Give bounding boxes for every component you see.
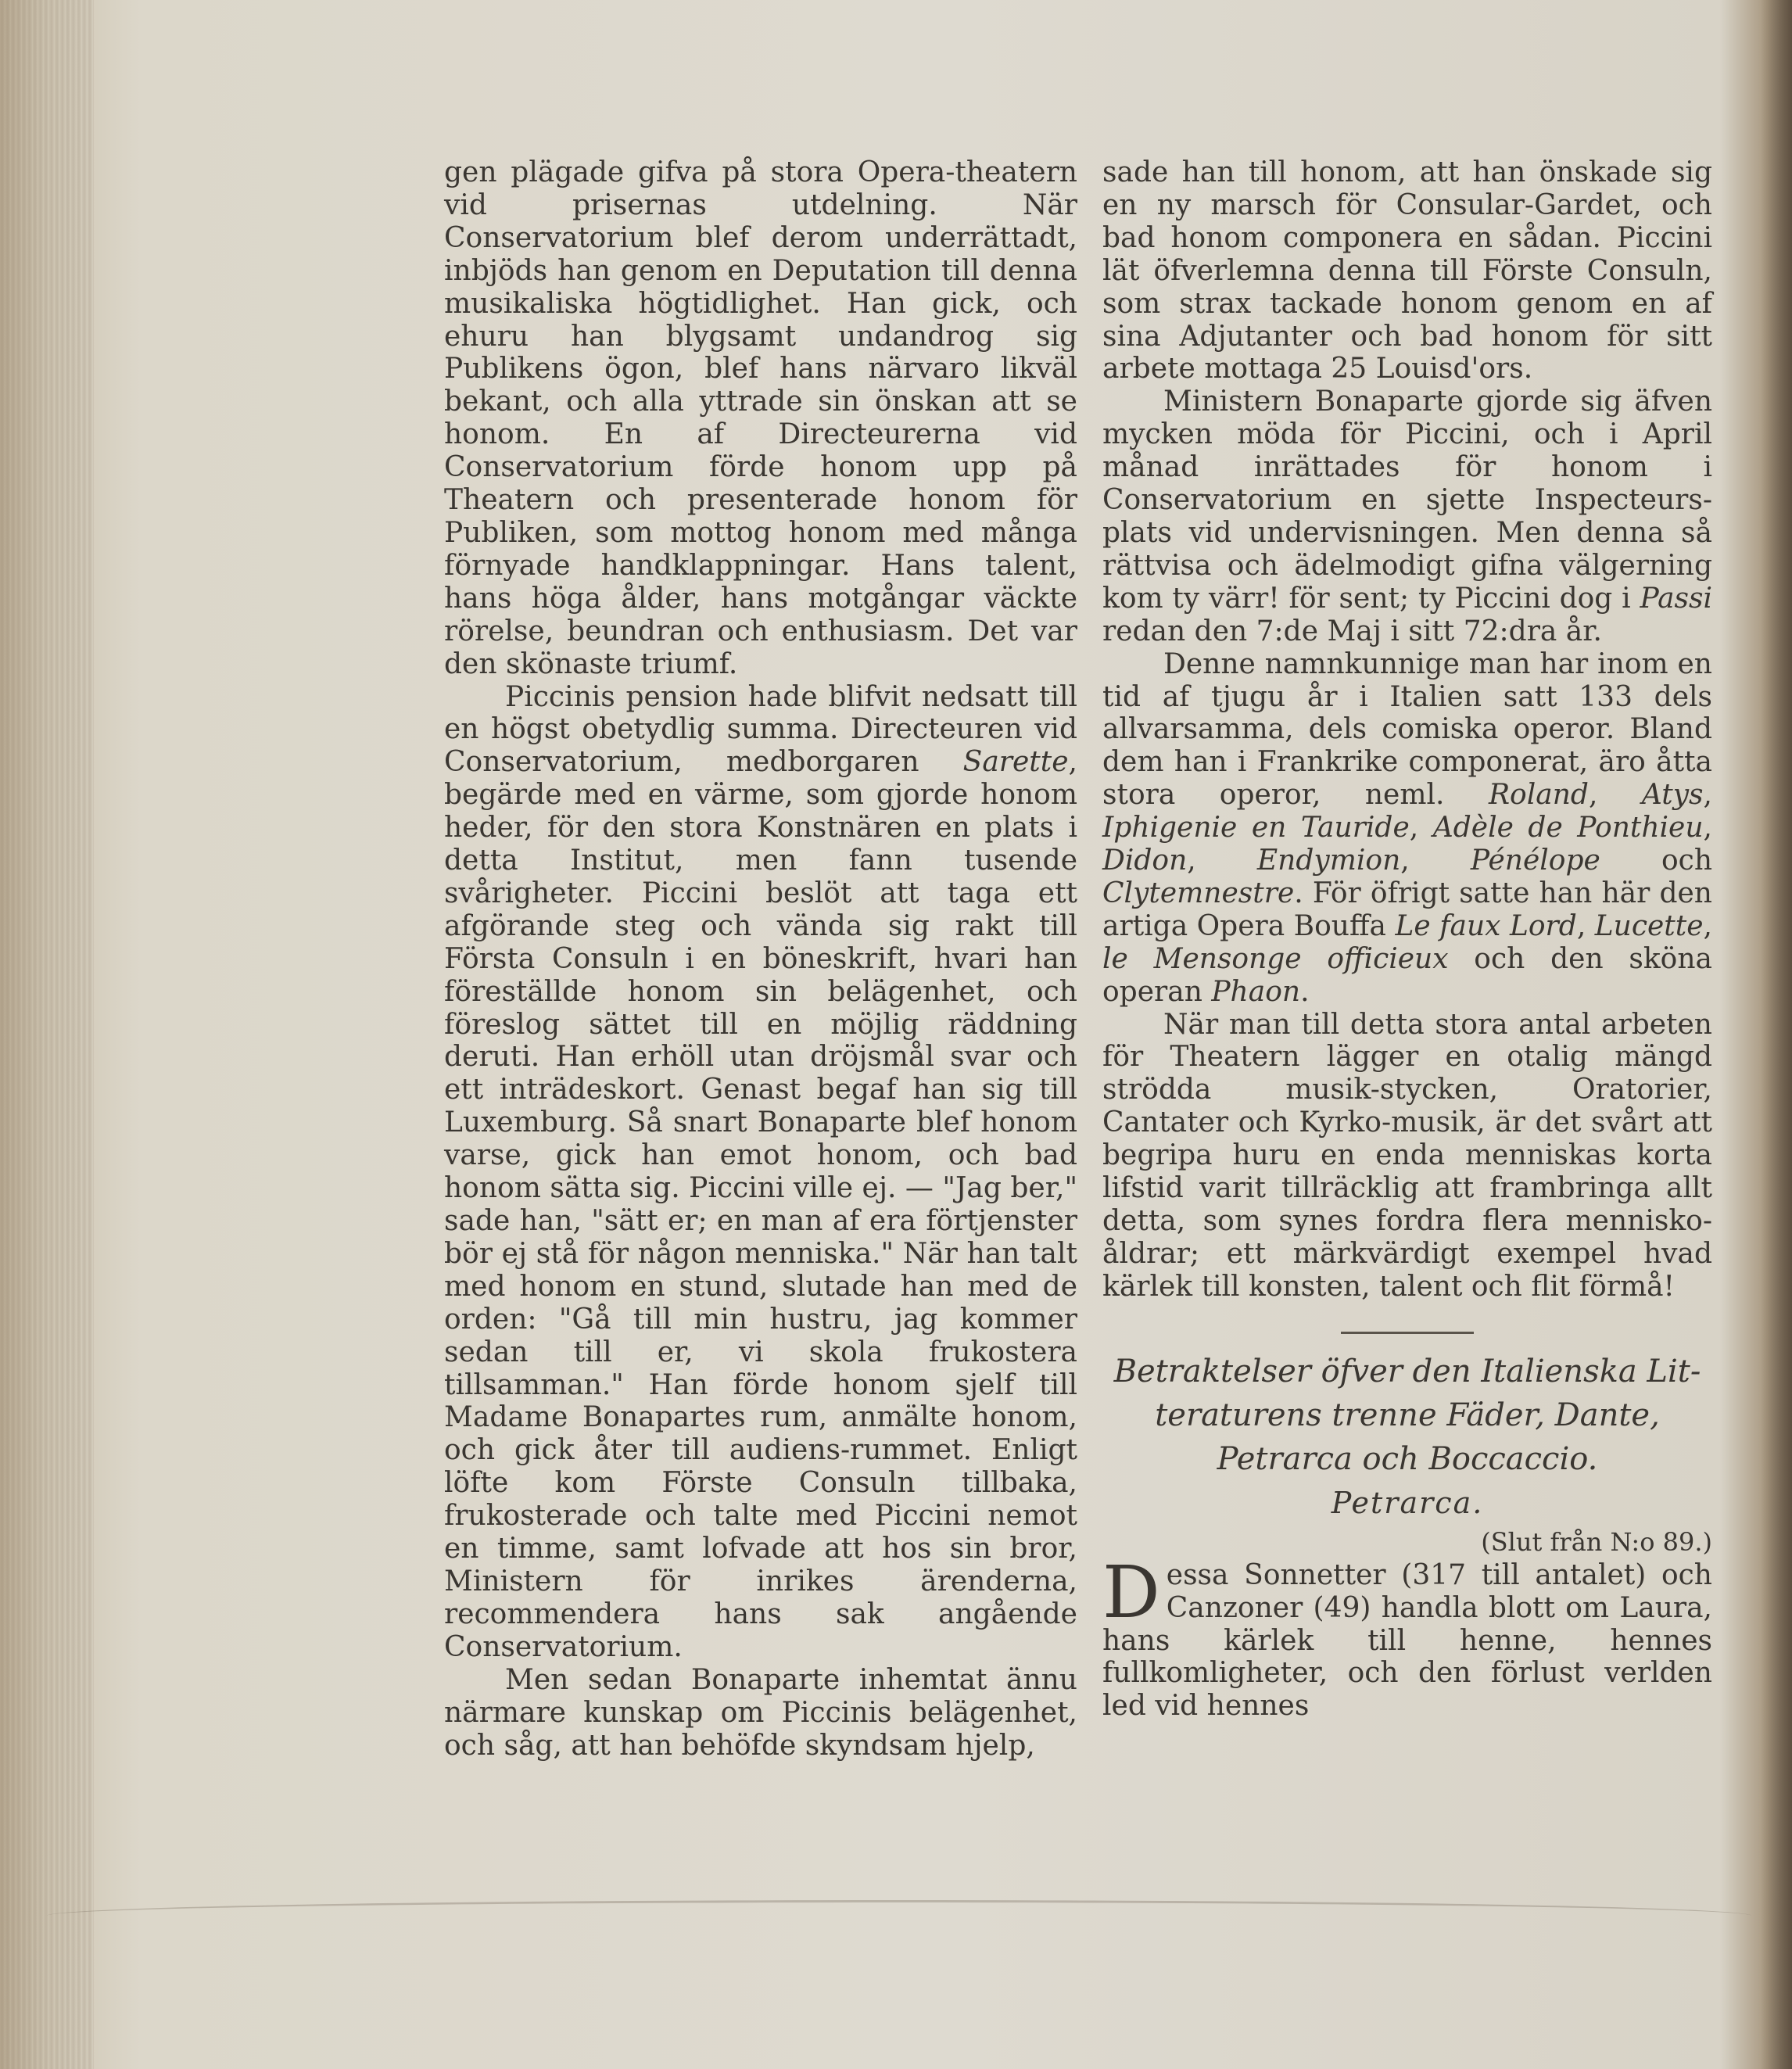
text-segment: Piccinis pension hade blifvit nedsatt till en högst obetydlig summa. Directeuren vid Conservatorium, medborgaren bbox=[444, 680, 1077, 779]
paragraph: gen plägade gifva på stora Opera-theatern vid prisernas utdelning. När Conservatorium blef derom underrättadt, inbjöds han genom en Deputation till denna musikaliska högtidlighet. Han gick, och ehuru han blygsamt undandrog sig Publikens ögon, blef hans närvaro likväl bekant, och alla yttrade sin önskan att se honom. En af Directeurerna vid Conservatorium förde honom upp på Theatern och presenterade honom för Publiken, som mottog honom med många förnyade handklappningar. Hans talent, hans höga ålder, hans motgångar väckte rörelse, beundran och enthusiasm. Det var den skönaste triumf. bbox=[444, 156, 1077, 680]
opera-title: Le faux Lord bbox=[1395, 909, 1577, 942]
opera-title: Lucette bbox=[1594, 909, 1704, 942]
text-segment: , begärde med en värme, som gjorde honom heder, för den stora Konstnären en plats i detta Institut, men fann tusende svårigheter. Piccini beslöt att taga ett afgörande steg och vända sig rakt till Första Consuln i en böneskrift, hvari han föreställde honom sin belägenhet, och föreslog sättet till en möjlig räddning deruti. Han erhöll utan dröjsmål svar och ett inträdeskort. Genast begaf han sig till Luxemburg. Så snart Bonaparte blef honom varse, gick han emot honom, och bad honom sätta sig. Piccini ville ej. — "Jag ber," sade han, "sätt er; en man af era förtjenster bör ej stå för någon menniska." När han talt med honom en stund, slutade han med de orden: "Gå till min hustru, jag kommer sedan till er, vi skola frukostera tillsamman." Han förde honom sjelf till Madame Bonapartes rum, anmälte honom, och gick åter till audiens-rummet. Enligt löfte kom Förste Consuln tillbaka, frukosterade och talte med Piccini nemot en timme, samt lofvade att hos sin bror, Ministern för inrikes ärenderna, recommendera hans sak angående Conservatorium. bbox=[444, 746, 1077, 1663]
paragraph bbox=[1102, 648, 1712, 1009]
opera-title: le Mensonge officieux bbox=[1102, 942, 1449, 975]
page-binding-shadow bbox=[0, 0, 94, 2069]
text-segment: , bbox=[1703, 909, 1712, 942]
opera-title: Didon bbox=[1102, 844, 1188, 877]
text-segment: . För öfrigt satte han här den artiga Opera Bouffa bbox=[1102, 877, 1712, 942]
opera-title: Endymion bbox=[1256, 844, 1401, 877]
continuation-note: (Slut från N:o 89.) bbox=[1481, 1526, 1712, 1557]
article-title-line-3: Petrarca och Boccaccio. bbox=[1217, 1440, 1598, 1477]
article-subtitle: Petrarca. bbox=[1331, 1485, 1484, 1520]
drop-cap: D bbox=[1102, 1550, 1160, 1634]
section-divider bbox=[1341, 1332, 1474, 1334]
text-segment: redan den 7:de Maj i sitt 72:dra år. bbox=[1102, 615, 1602, 647]
article-first-paragraph bbox=[1102, 1550, 1712, 1723]
right-column bbox=[1102, 156, 1712, 1723]
paragraph: När man till detta stora antal arbeten för Theatern lägger en otalig mängd strödda musik-stycken, Oratorier, Cantater och Kyrko-musik, är det svårt att begripa huru en enda menniskas korta lifstid varit tillräcklig att frambringa allt detta, som synes fordra flera mennisko-åldrar; ett märkvärdigt exempel hvad kärlek till konsten, talent och flit förmå! bbox=[1102, 1008, 1712, 1303]
name-sarette: Sarette bbox=[962, 746, 1069, 779]
paragraph: Men sedan Bonaparte inhemtat ännu närmare kunskap om Piccinis belägenhet, och såg, att han behöfde skyndsam hjelp, bbox=[444, 1663, 1077, 1762]
text-segment: essa Sonnetter (317 till antalet) och Canzoner (49) handla blott om Laura, hans kärlek till henne, hennes fullkomligheter, och den förlust verlden led vid hennes bbox=[1102, 1558, 1712, 1723]
opera-title: Adèle de Ponthieu bbox=[1432, 812, 1704, 844]
text-segment: och den sköna operan bbox=[1102, 942, 1713, 1008]
place-passi: Passi bbox=[1640, 582, 1712, 615]
text-segment: , bbox=[1187, 844, 1257, 877]
opera-title: Roland bbox=[1488, 779, 1589, 812]
article-title-line-1: Betraktelser öfver den Italienska Lit- bbox=[1113, 1353, 1701, 1389]
page-edge-shadow bbox=[1761, 0, 1792, 2069]
text-segment: och bbox=[1600, 844, 1713, 877]
opera-title: Iphigenie en Tauride bbox=[1102, 812, 1410, 844]
text-segment: , bbox=[1588, 779, 1642, 812]
paragraph bbox=[1102, 385, 1712, 647]
text-segment: , bbox=[1409, 812, 1433, 844]
paragraph: sade han till honom, att han önskade sig en ny marsch för Consular-Gardet, och bad honom componera en sådan. Piccini lät öfverlemna denna till Förste Consuln, som strax tackade honom genom en af sina Adjutanter och bad honom för sitt arbete mottaga 25 Louisd'ors. bbox=[1102, 156, 1712, 385]
text-segment: , bbox=[1703, 812, 1712, 844]
text-segment: . bbox=[1300, 975, 1310, 1008]
opera-title: Pénélope bbox=[1470, 844, 1600, 877]
opera-title: Phaon bbox=[1211, 975, 1301, 1008]
text-segment: , bbox=[1576, 909, 1595, 942]
opera-title: Clytemnestre bbox=[1102, 877, 1295, 909]
text-segment: Denne namnkunnige man har inom en tid af tjugu år i Italien satt 133 dels allvarsamma, dels comiska operor. Bland dem han i Frankrike componerat, äro åtta stora operor, neml. bbox=[1102, 647, 1712, 812]
left-column bbox=[444, 156, 1077, 1762]
page-fold-line bbox=[47, 1900, 1751, 1934]
article-title-line-2: teraturens trenne Fäder, Dante, bbox=[1155, 1397, 1660, 1433]
opera-title: Atys bbox=[1641, 779, 1704, 812]
paragraph bbox=[444, 681, 1077, 1664]
text-segment: Ministern Bonaparte gjorde sig äfven mycken möda för Piccini, och i April månad inrättades för honom i Conservatorium en sjette Inspecteurs-plats vid undervisningen. Men denna så rättvisa och ädelmodigt gifna välgerning kom ty värr! för sent; ty Piccini dog i bbox=[1102, 385, 1712, 615]
text-segment: , bbox=[1703, 779, 1712, 812]
text-segment: , bbox=[1400, 844, 1471, 877]
